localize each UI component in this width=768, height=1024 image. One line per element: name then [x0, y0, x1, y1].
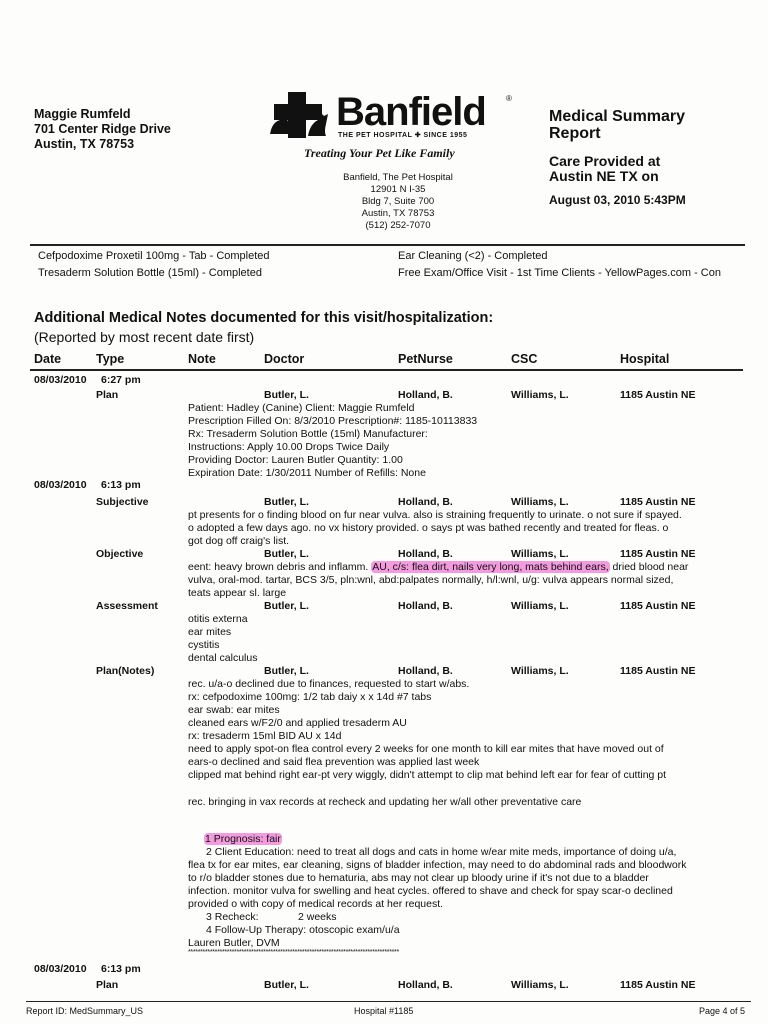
csc-name: Williams, L. [511, 496, 569, 508]
doctor-name: Butler, L. [264, 600, 309, 612]
note-line: Providing Doctor: Lauren Butler Quantity: 1.00 [188, 454, 403, 466]
service-item: Cefpodoxime Proxetil 100mg - Tab - Completed [38, 250, 270, 262]
hospital-name-cell: 1185 Austin NE [620, 979, 696, 991]
note-text: dried blood near [609, 561, 689, 573]
entry-time: 6:13 pm [101, 479, 141, 491]
hospital-phone: (512) 252-7070 [365, 220, 431, 231]
note-line: dental calculus [188, 652, 258, 664]
report-date: August 03, 2010 5:43PM [549, 193, 686, 207]
doctor-name: Butler, L. [264, 389, 309, 401]
logo-wordmark: Banfield [336, 90, 486, 134]
note-line: ear mites [188, 626, 232, 638]
nurse-name: Holland, B. [398, 389, 453, 401]
education-line: to r/o bladder stones due to hematuria, abs may not clear up bloody urine if it's not due to a bladder [188, 872, 649, 884]
care-line1: Care Provided at [549, 153, 661, 169]
nurse-name: Holland, B. [398, 600, 453, 612]
note-line: pt presents for o finding blood on fur near vulva. also is straining frequently to urinate. o not sure if spayed. [188, 509, 682, 521]
prognosis [204, 833, 282, 845]
header-divider [30, 244, 745, 246]
hospital-name-cell: 1185 Austin NE [620, 548, 696, 560]
doctor-name: Butler, L. [264, 979, 309, 991]
nurse-name: Holland, B. [398, 979, 453, 991]
note-line: Instructions: Apply 10.00 Drops Twice Daily [188, 441, 390, 453]
doctor-name: Butler, L. [264, 496, 309, 508]
education-line: flea tx for ear mites, ear cleaning, signs of bladder infection, may need to do abdominal rads and bloodwork [188, 859, 687, 871]
notes-heading: Additional Medical Notes documented for this visit/hospitalization: [34, 310, 494, 326]
service-item: Tresaderm Solution Bottle (15ml) - Completed [38, 267, 262, 279]
report-title-line2: Report [549, 125, 601, 142]
entry-time: 6:13 pm [101, 963, 141, 975]
hospital-suite: Bldg 7, Suite 700 [361, 196, 435, 207]
csc-name: Williams, L. [511, 979, 569, 991]
hospital-street: 12901 N I-35 [370, 184, 426, 195]
note-line: rec. u/a-o declined due to finances, requested to start w/abs. [188, 678, 470, 690]
signature-line: Lauren Butler, DVM [188, 937, 280, 949]
note-line: cleaned ears w/F2/0 and applied tresaderm AU [188, 717, 407, 729]
hospital-name-cell: 1185 Austin NE [620, 389, 696, 401]
note-line: vulva, oral-mod. tartar, BCS 3/5, pln:wnl, abd:palpates normally, h/l:wnl, u/g: vulva appears normal sized, [188, 574, 674, 586]
note-line: got dog off craig's list. [188, 535, 290, 547]
note-line: rec. bringing in vax records at recheck and updating her w/all other preventative care [188, 796, 582, 808]
logo-subtitle: THE PET HOSPITAL ✚ SINCE 1955 [338, 132, 468, 139]
service-item: Free Exam/Office Visit - 1st Time Clients - YellowPages.com - Con [398, 267, 721, 279]
doctor-name: Butler, L. [264, 548, 309, 560]
registered-mark: ® [506, 94, 512, 103]
hospital-address [328, 172, 468, 232]
note-text: eent: heavy brown debris and inflamm. [188, 561, 372, 573]
note-line: Rx: Tresaderm Solution Bottle (15ml) Manufacturer: [188, 428, 428, 440]
column-header-petnurse: PetNurse [398, 352, 453, 366]
note-line: need to apply spot-on flea control every 2 weeks for one month to kill ear mites that have moved out of [188, 743, 664, 755]
separator-stars: *************************************************************************************** [188, 949, 399, 956]
cat-dog-cross-icon [268, 92, 330, 138]
recheck-label: 3 Recheck: [206, 911, 259, 923]
column-header-type: Type [96, 352, 125, 366]
followup-line: 4 Follow-Up Therapy: otoscopic exam/u/a [206, 924, 400, 936]
hospital-number: Hospital #1185 [354, 1006, 414, 1016]
entry-type: Plan(Notes) [96, 665, 155, 677]
column-header-note: Note [188, 352, 216, 366]
report-title [549, 108, 685, 142]
report-title-line1: Medical Summary [549, 108, 686, 125]
highlighted-text: AU, c/s: flea dirt, nails very long, mats behind ears, [372, 561, 609, 573]
client-address: 701 Center Ridge Drive [34, 122, 171, 136]
entry-type: Assessment [96, 600, 158, 612]
tagline: Treating Your Pet Like Family [304, 146, 455, 160]
client-block [34, 107, 171, 152]
csc-name: Williams, L. [511, 600, 569, 612]
notes-subheading: (Reported by most recent date first) [34, 329, 255, 345]
csc-name: Williams, L. [511, 389, 569, 401]
column-header-csc: CSC [511, 352, 538, 366]
note-line: rx: cefpodoxime 100mg: 1/2 tab daiy x x 14d #7 tabs [188, 691, 432, 703]
note-line: Prescription Filled On: 8/3/2010 Prescription#: 1185-10113833 [188, 415, 478, 427]
entry-type: Subjective [96, 496, 149, 508]
client-city: Austin, TX 78753 [34, 137, 135, 151]
csc-name: Williams, L. [511, 665, 569, 677]
column-header-doctor: Doctor [264, 352, 305, 366]
doctor-name: Butler, L. [264, 665, 309, 677]
hospital-name-cell: 1185 Austin NE [620, 665, 696, 677]
column-header-hospital: Hospital [620, 352, 670, 366]
nurse-name: Holland, B. [398, 496, 453, 508]
client-name: Maggie Rumfeld [34, 107, 131, 121]
note-line: Patient: Hadley (Canine) Client: Maggie Rumfeld [188, 402, 415, 414]
page-number: Page 4 of 5 [699, 1006, 746, 1016]
highlighted-text: 1 Prognosis: fair [205, 833, 281, 845]
footer-divider [26, 1001, 751, 1002]
column-header-date: Date [34, 352, 62, 366]
note-line: ears-o declined and said flea prevention was applied last week [188, 756, 480, 768]
note-line [188, 561, 688, 573]
entry-time: 6:27 pm [101, 374, 141, 386]
note-line: rx: tresaderm 15ml BID AU x 14d [188, 730, 342, 742]
entry-type: Plan [96, 979, 119, 991]
entry-type: Objective [96, 548, 144, 560]
service-item: Ear Cleaning (<2) - Completed [398, 250, 548, 262]
note-line: cystitis [188, 639, 220, 651]
note-line: Expiration Date: 1/30/2011 Number of Refills: None [188, 467, 426, 479]
nurse-name: Holland, B. [398, 665, 453, 677]
hospital-name-cell: 1185 Austin NE [620, 496, 696, 508]
hospital-city: Austin, TX 78753 [361, 208, 435, 219]
hospital-name-cell: 1185 Austin NE [620, 600, 696, 612]
entry-type: Plan [96, 389, 119, 401]
entry-date: 08/03/2010 [34, 963, 87, 975]
care-line2: Austin NE TX on [549, 168, 659, 184]
education-line: infection. monitor vulva for swelling and heat cycles. offered to shave and check for spay scar-o declined [188, 885, 673, 897]
education-line: provided o with copy of medical records at her request. [188, 898, 444, 910]
note-line: ear swab: ear mites [188, 704, 280, 716]
column-divider [30, 369, 743, 371]
education-line: 2 Client Education: need to treat all dogs and cats in home w/ear mite meds, importance of doing u/a, [206, 846, 677, 858]
report-id: Report ID: MedSummary_US [26, 1006, 144, 1016]
entry-date: 08/03/2010 [34, 374, 87, 386]
note-line: teats appear sl. large [188, 587, 287, 599]
hospital-name: Banfield, The Pet Hospital [343, 172, 453, 183]
note-line: clipped mat behind right ear-pt very wiggly, didn't attempt to clip mat behind left ear for fear of cutting pt [188, 769, 667, 781]
recheck-value: 2 weeks [298, 911, 337, 923]
csc-name: Williams, L. [511, 548, 569, 560]
note-line: o adopted a few days ago. no vx history provided. o says pt was bathed recently and treated for fleas. o [188, 522, 669, 534]
note-line: otitis externa [188, 613, 248, 625]
care-provided [549, 154, 660, 184]
entry-date: 08/03/2010 [34, 479, 87, 491]
nurse-name: Holland, B. [398, 548, 453, 560]
